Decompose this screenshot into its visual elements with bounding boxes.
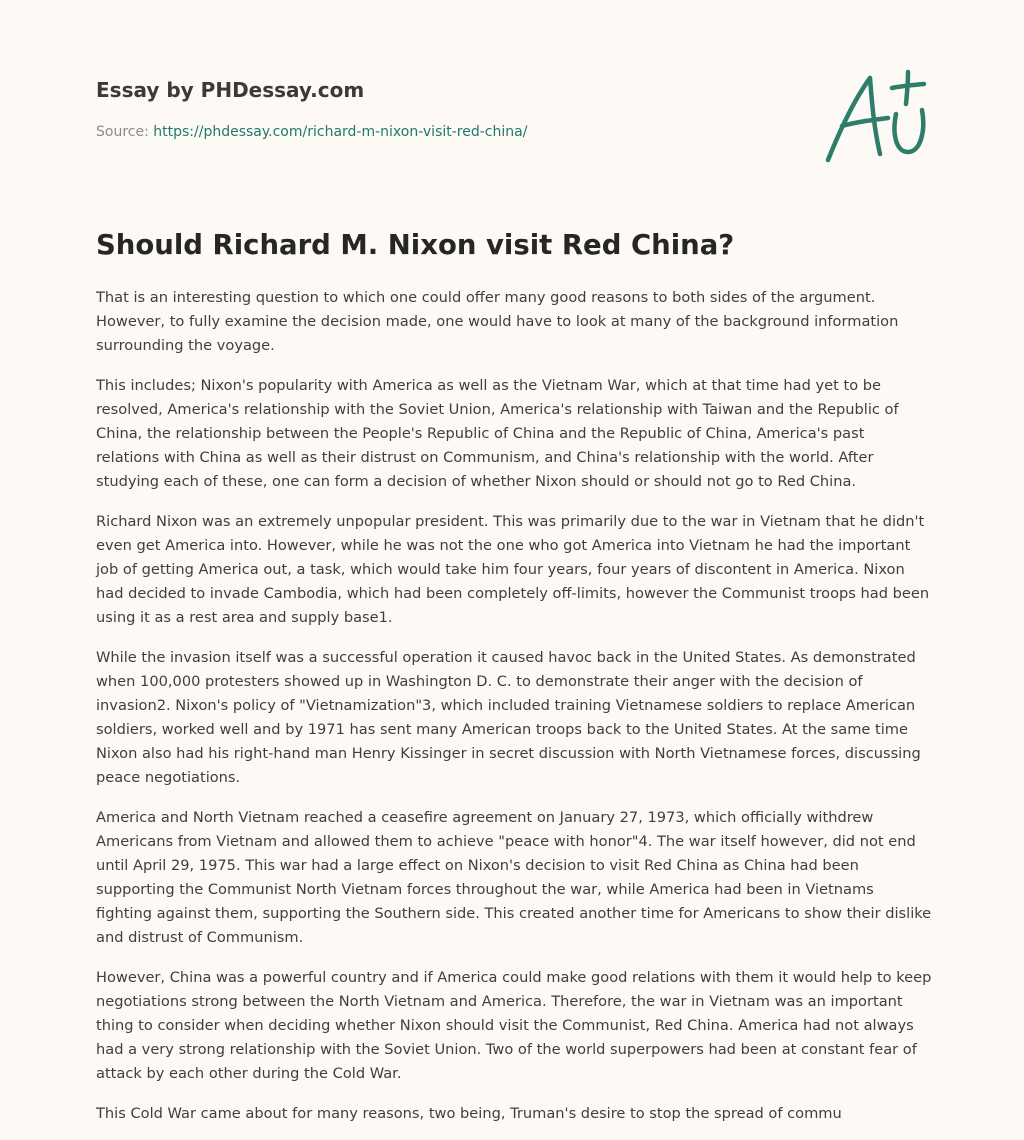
site-name: Essay by PHDessay.com [96,78,365,102]
essay-paragraph: America and North Vietnam reached a ceasefire agreement on January 27, 1973, which officially withdrew Americans from Vietnam and allowed them to achieve "peace with honor"4. The war itself however, did not end until April 29, 1975. This war had a large effect on Nixon's decision to visit Red China as China had been supporting the Communist North Vietnam forces throughout the war, while America had been in Vietnams fighting against them, supporting the Southern side. This created another time for Americans to show their dislike and distrust of Communism. [96,809,932,946]
essay-article [96,226,932,1140]
source-link[interactable]: https://phdessay.com/richard-m-nixon-visit-red-china/ [153,124,528,140]
essay-paragraph: However, China was a powerful country and if America could make good relations with them it would help to keep negotiations strong between the North Vietnam and America. Therefore, the war in Vietnam was an important thing to consider when deciding whether Nixon should visit the Communist, Red China. America had not always had a very strong relationship with the Soviet Union. Two of the world superpowers had been at constant fear of attack by each other during the Cold War. [96,969,932,1082]
essay-header [96,76,796,142]
a-plus-logo-icon [822,68,932,168]
essay-title: Should Richard M. Nixon visit Red China? [96,229,735,261]
source-line [96,122,796,142]
source-label: Source: [96,124,154,140]
essay-paragraph: That is an interesting question to which one could offer many good reasons to both sides of the argument. However, to fully examine the decision made, one would have to look at many of the background information surrounding the voyage. [96,289,899,354]
essay-paragraph: While the invasion itself was a successful operation it caused havoc back in the United States. As demonstrated when 100,000 protesters showed up in Washington D. C. to demonstrate their anger with the decision of invasion2. Nixon's policy of "Vietnamization"3, which included training Vietnamese soldiers to replace American soldiers, worked well and by 1971 has sent many American troops back to the United States. At the same time Nixon also had his right-hand man Henry Kissinger in secret discussion with North Vietnamese forces, discussing peace negotiations. [96,649,921,786]
essay-paragraph: This Cold War came about for many reasons, two being, Truman's desire to stop the spread of commu [96,1105,842,1122]
essay-paragraph: Richard Nixon was an extremely unpopular president. This was primarily due to the war in Vietnam that he didn't even get America into. However, while he was not the one who got America into Vietnam he had the important job of getting America out, a task, which would take him four years, four years of discontent in America. Nixon had decided to invade Cambodia, which had been completely off-limits, however the Communist troops had been using it as a rest area and supply base1. [96,513,930,626]
essay-paragraph: This includes; Nixon's popularity with America as well as the Vietnam War, which at that time had yet to be resolved, America's relationship with the Soviet Union, America's relationship with Taiwan and the Republic of China, the relationship between the People's Republic of China and the Republic of China, America's past relations with China as well as their distrust on Communism, and China's relationship with the world. After studying each of these, one can form a decision of whether Nixon should or should not go to Red China. [96,377,899,490]
